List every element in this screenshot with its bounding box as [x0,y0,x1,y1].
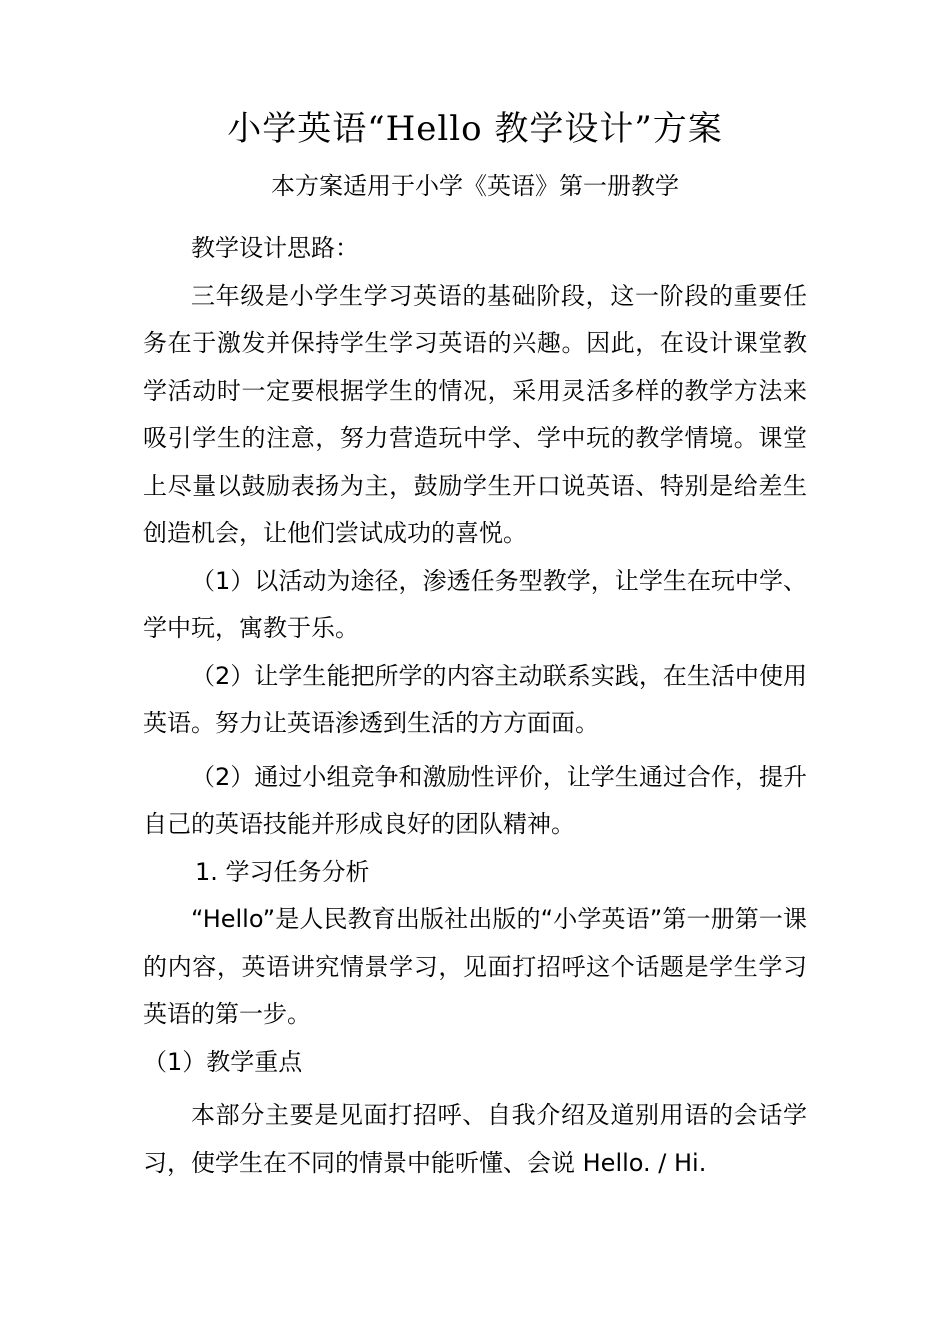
paragraph-point-2: （2）让学生能把所学的内容主动联系实践，在生活中使用英语。努力让英语渗透到生活的方方面面。 [143,661,807,737]
document-title: 小学英语“Hello 教学设计”方案 [227,109,723,149]
subheading-teaching-focus: （1）教学重点 [143,1047,303,1076]
section-heading-task-analysis: 1. 学习任务分析 [195,857,370,886]
paragraph-teaching-focus: 本部分主要是见面打招呼、自我介绍及道别用语的会话学习，使学生在不同的情景中能听懂、会说 Hello. / Hi. [143,1101,807,1177]
document-body [143,225,807,1187]
document-subtitle: 本方案适用于小学《英语》第一册教学 [271,172,679,200]
paragraph-point-3: （2）通过小组竞争和激励性评价，让学生通过合作，提升自己的英语技能并形成良好的团队精神。 [143,762,807,838]
paragraph-point-1: （1）以活动为途径，渗透任务型教学，让学生在玩中学、学中玩，寓教于乐。 [143,566,807,642]
paragraph-task-analysis: “Hello”是人民教育出版社出版的“小学英语”第一册第一课的内容，英语讲究情景学习，见面打招呼这个话题是学生学习英语的第一步。 [143,905,807,1028]
section-label-design-idea: 教学设计思路： [191,234,359,262]
paragraph-intro: 三年级是小学生学习英语的基础阶段，这一阶段的重要任务在于激发并保持学生学习英语的兴趣。因此，在设计课堂教学活动时一定要根据学生的情况，采用灵活多样的教学方法来吸引学生的注意，努力营造玩中学、学中玩的教学情境。课堂上尽量以鼓励表扬为主，鼓励学生开口说英语、特别是给差生创造机会，让他们尝试成功的喜悦。 [143,281,807,547]
